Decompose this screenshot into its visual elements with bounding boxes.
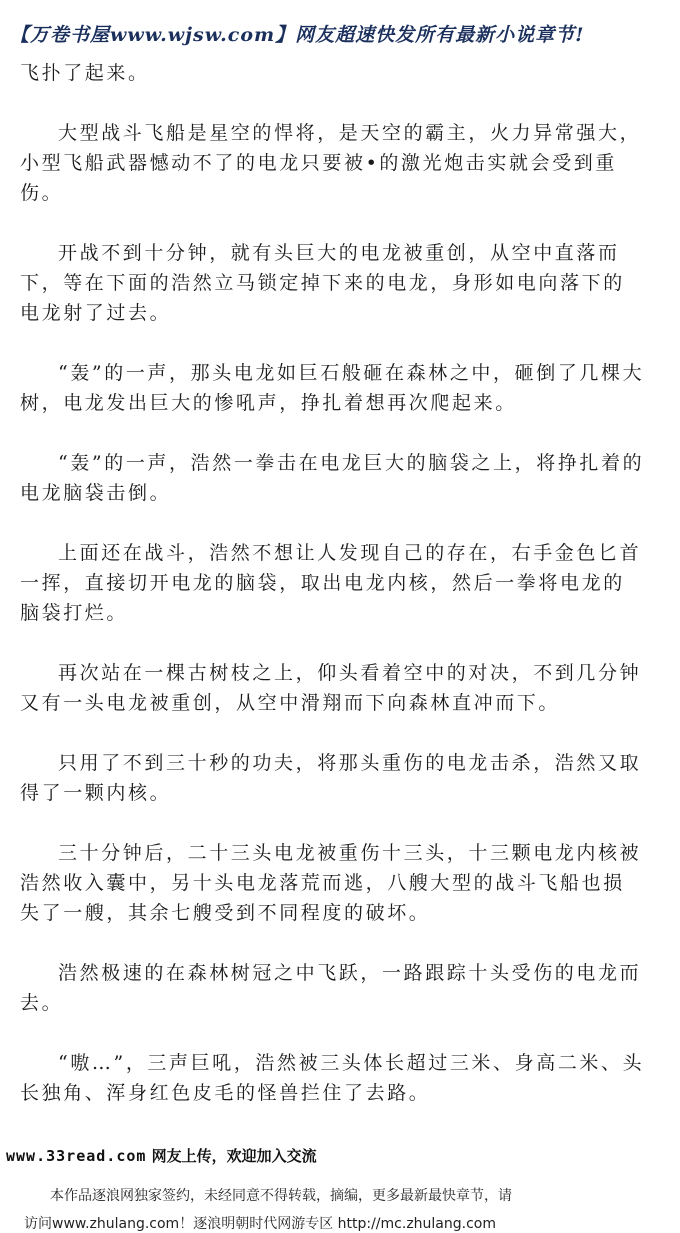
- paragraph: “轰”的一声，浩然一拳击在电龙巨大的脑袋之上，将挣扎着的电龙脑袋击倒。: [20, 452, 645, 504]
- paragraph: “嗷…”，三声巨吼，浩然被三头体长超过三米、身高二米、头长独角、浑身红色皮毛的怪兽拦住了去路。: [20, 1052, 645, 1104]
- paragraph: 飞扑了起来。: [20, 62, 150, 84]
- source-site-link[interactable]: www.33read.com: [6, 1147, 147, 1165]
- paragraph: 开战不到十分钟，就有头巨大的电龙被重创，从空中直落而下，等在下面的浩然立马锁定掉下来的电龙，身形如电向落下的电龙射了过去。: [20, 242, 625, 324]
- paragraph: 三十分钟后，二十三头电龙被重伤十三头，十三颗电龙内核被浩然收入囊中，另十头电龙落荒而逃，八艘大型的战斗飞船也损失了一艘，其余七艘受到不同程度的破坏。: [20, 842, 642, 924]
- chapter-body: [20, 58, 645, 1138]
- upload-note: 网友上传，欢迎加入交流: [151, 1147, 317, 1165]
- paragraph: 再次站在一棵古树枝之上，仰头看着空中的对决，不到几分钟又有一头电龙被重创，从空中滑翔而下向森林直冲而下。: [20, 662, 642, 714]
- paragraph: “轰”的一声，那头电龙如巨石般砸在森林之中，砸倒了几棵大树，电龙发出巨大的惨吼声，挣扎着想再次爬起来。: [20, 362, 645, 414]
- paragraph: 浩然极速的在森林树冠之中飞跃，一路跟踪十头受伤的电龙而去。: [20, 962, 642, 1014]
- paragraph: 大型战斗飞船是星空的悍将，是天空的霸主，火力异常强大，小型飞船武器憾动不了的电龙只要被•的激光炮击实就会受到重伤。: [20, 122, 642, 204]
- copyright-notice: 本作品逐浪网独家签约，未经同意不得转载，摘编，更多最新最快章节，请: [50, 1188, 512, 1204]
- source-watermark: [6, 1145, 676, 1166]
- paragraph: 上面还在战斗，浩然不想让人发现自己的存在，右手金色匕首一挥，直接切开电龙的脑袋，取出电龙内核，然后一拳将电龙的脑袋打烂。: [20, 542, 642, 624]
- site-banner: 【万卷书屋www.wjsw.com】网友超速快发所有最新小说章节!: [10, 24, 585, 46]
- site-links[interactable]: 访问www.zhulang.com！逐浪明朝时代网游专区 http://mc.zhulang.com: [24, 1216, 496, 1232]
- paragraph: 只用了不到三十秒的功夫，将那头重伤的电龙击杀，浩然又取得了一颗内核。: [20, 752, 642, 804]
